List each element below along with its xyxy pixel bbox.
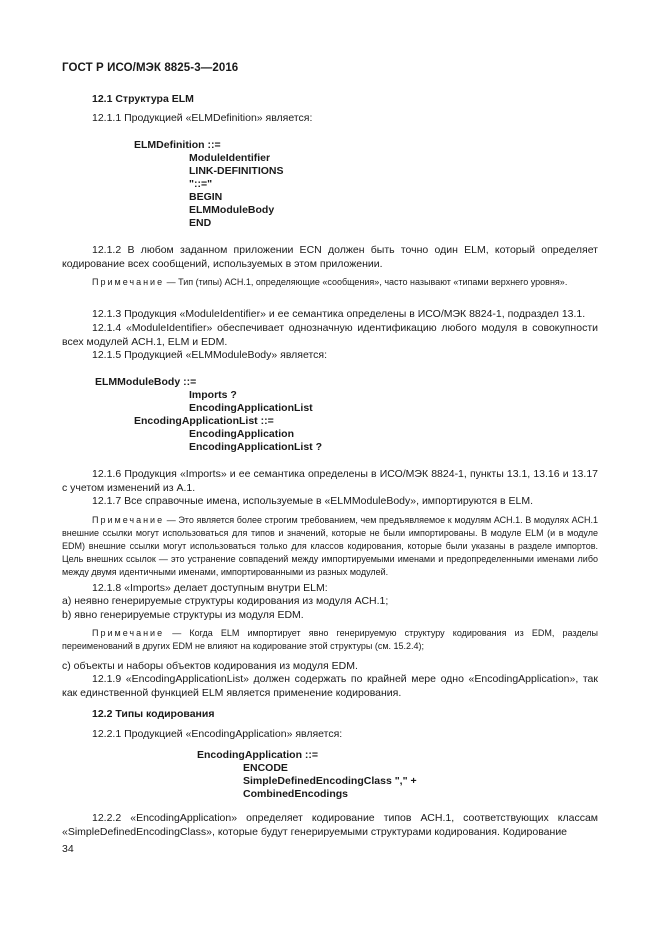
paragraph-12-2-1: 12.2.1 Продукцией «EncodingApplication» является: bbox=[92, 728, 343, 740]
paragraph-12-1-6: 12.1.6 Продукция «Imports» и ее семантика определены в ИСО/МЭК 8824-1, пункты 13.1, 13.16 и 13.17 с учетом изменений из А.1. bbox=[62, 468, 598, 494]
note-3 bbox=[62, 627, 598, 653]
code-line: LINK-DEFINITIONS bbox=[189, 165, 284, 177]
section-heading-12-1: 12.1 Структура ELM bbox=[92, 93, 194, 105]
code-line: BEGIN bbox=[189, 191, 223, 203]
code-line: "::=" bbox=[189, 178, 213, 190]
paragraph-12-1-7: 12.1.7 Все справочные имена, используемые в «ELMModuleBody», импортируются в ELM. bbox=[92, 495, 533, 507]
code-head-elmmodulebody: ELMModuleBody ::= bbox=[95, 376, 197, 388]
paragraph-12-1-2: 12.1.2 В любом заданном приложении ECN должен быть точно один ELM, который определяет кодирование всех сообщений, используемых в этом приложении. bbox=[62, 244, 598, 270]
paragraph-12-1-9: 12.1.9 «EncodingApplicationList» должен содержать по крайней мере одно «EncodingApplication», так как единственной функцией ELM является применение кодирования. bbox=[62, 673, 598, 699]
code-head-encodingapplicationlist: EncodingApplicationList ::= bbox=[134, 415, 274, 427]
paragraph-12-1-8: 12.1.8 «Imports» делает доступным внутри ELM: bbox=[92, 582, 328, 594]
paragraph-12-1-5: 12.1.5 Продукцией «ELMModuleBody» является: bbox=[92, 349, 328, 361]
code-line: ModuleIdentifier bbox=[189, 152, 271, 164]
list-item-c: c) объекты и наборы объектов кодирования из модуля EDM. bbox=[62, 660, 358, 672]
note-text: — Это является более строгим требованием, чем предъявляемое к модулям АСН.1. В модулях АСН.1 внешние ссылки могут использоваться для типов и значений, которые не были импортированы. В модуле ELM (и в модуле EDM) внешние ссылки могут использоваться только для классов кодирования, которые были указаны в разделе импортов. Цель внешних ссылок — это устранение совпадений между импортируемыми именами и предопределенными именами либо между двумя идентичными именами, импортированными из разных модулей. bbox=[62, 515, 598, 577]
paragraph-12-1-1: 12.1.1 Продукцией «ELMDefinition» является: bbox=[92, 112, 313, 124]
code-line: ENCODE bbox=[243, 762, 288, 774]
code-head-encodingapplication: EncodingApplication ::= bbox=[197, 749, 319, 761]
code-line: SimpleDefinedEncodingClass "," + bbox=[243, 775, 417, 787]
code-line: EncodingApplicationList bbox=[189, 402, 313, 414]
note-label: Примечание bbox=[92, 515, 165, 525]
note-label: Примечание bbox=[92, 628, 165, 638]
paragraph-12-1-3: 12.1.3 Продукция «ModuleIdentifier» и ее семантика определены в ИСО/МЭК 8824-1, подраздел 13.1. bbox=[92, 308, 586, 320]
paragraph-12-1-4: 12.1.4 «ModuleIdentifier» обеспечивает однозначную идентификацию любого модуля в совокупности всех модулей АСН.1, ELM и EDM. bbox=[62, 322, 598, 348]
note-2 bbox=[62, 514, 598, 579]
code-head-elmdefinition: ELMDefinition ::= bbox=[134, 139, 221, 151]
section-heading-12-2: 12.2 Типы кодирования bbox=[92, 708, 215, 720]
list-item-b: b) явно генерируемые структуры из модуля EDM. bbox=[62, 609, 304, 621]
note-label: Примечание bbox=[92, 277, 165, 287]
code-line: EncodingApplication bbox=[189, 428, 294, 440]
code-line: Imports ? bbox=[189, 389, 237, 401]
code-line: ELMModuleBody bbox=[189, 204, 275, 216]
note-text: — Когда ELM импортирует явно генерируемую структуру кодирования из EDM, разделы переименований в других EDM не влияют на кодирование этой структуры (см. 15.2.4); bbox=[62, 628, 598, 651]
note-text: — Тип (типы) АСН.1, определяющие «сообщения», часто называют «типами верхнего уровня». bbox=[164, 277, 568, 287]
paragraph-12-2-2: 12.2.2 «EncodingApplication» определяет кодирование типов АСН.1, соответствующих классам «SimpleDefinedEncodingClass», которые будут генерируемыми структурами кодирования. Кодирование bbox=[62, 812, 598, 838]
code-line: EncodingApplicationList ? bbox=[189, 441, 322, 453]
running-header: ГОСТ Р ИСО/МЭК 8825-3—2016 bbox=[62, 62, 239, 74]
list-item-a: a) неявно генерируемые структуры кодирования из модуля АСН.1; bbox=[62, 595, 389, 607]
code-line: END bbox=[189, 217, 212, 229]
code-line: CombinedEncodings bbox=[243, 788, 348, 800]
page-number: 34 bbox=[62, 843, 74, 855]
note-1 bbox=[62, 276, 598, 289]
